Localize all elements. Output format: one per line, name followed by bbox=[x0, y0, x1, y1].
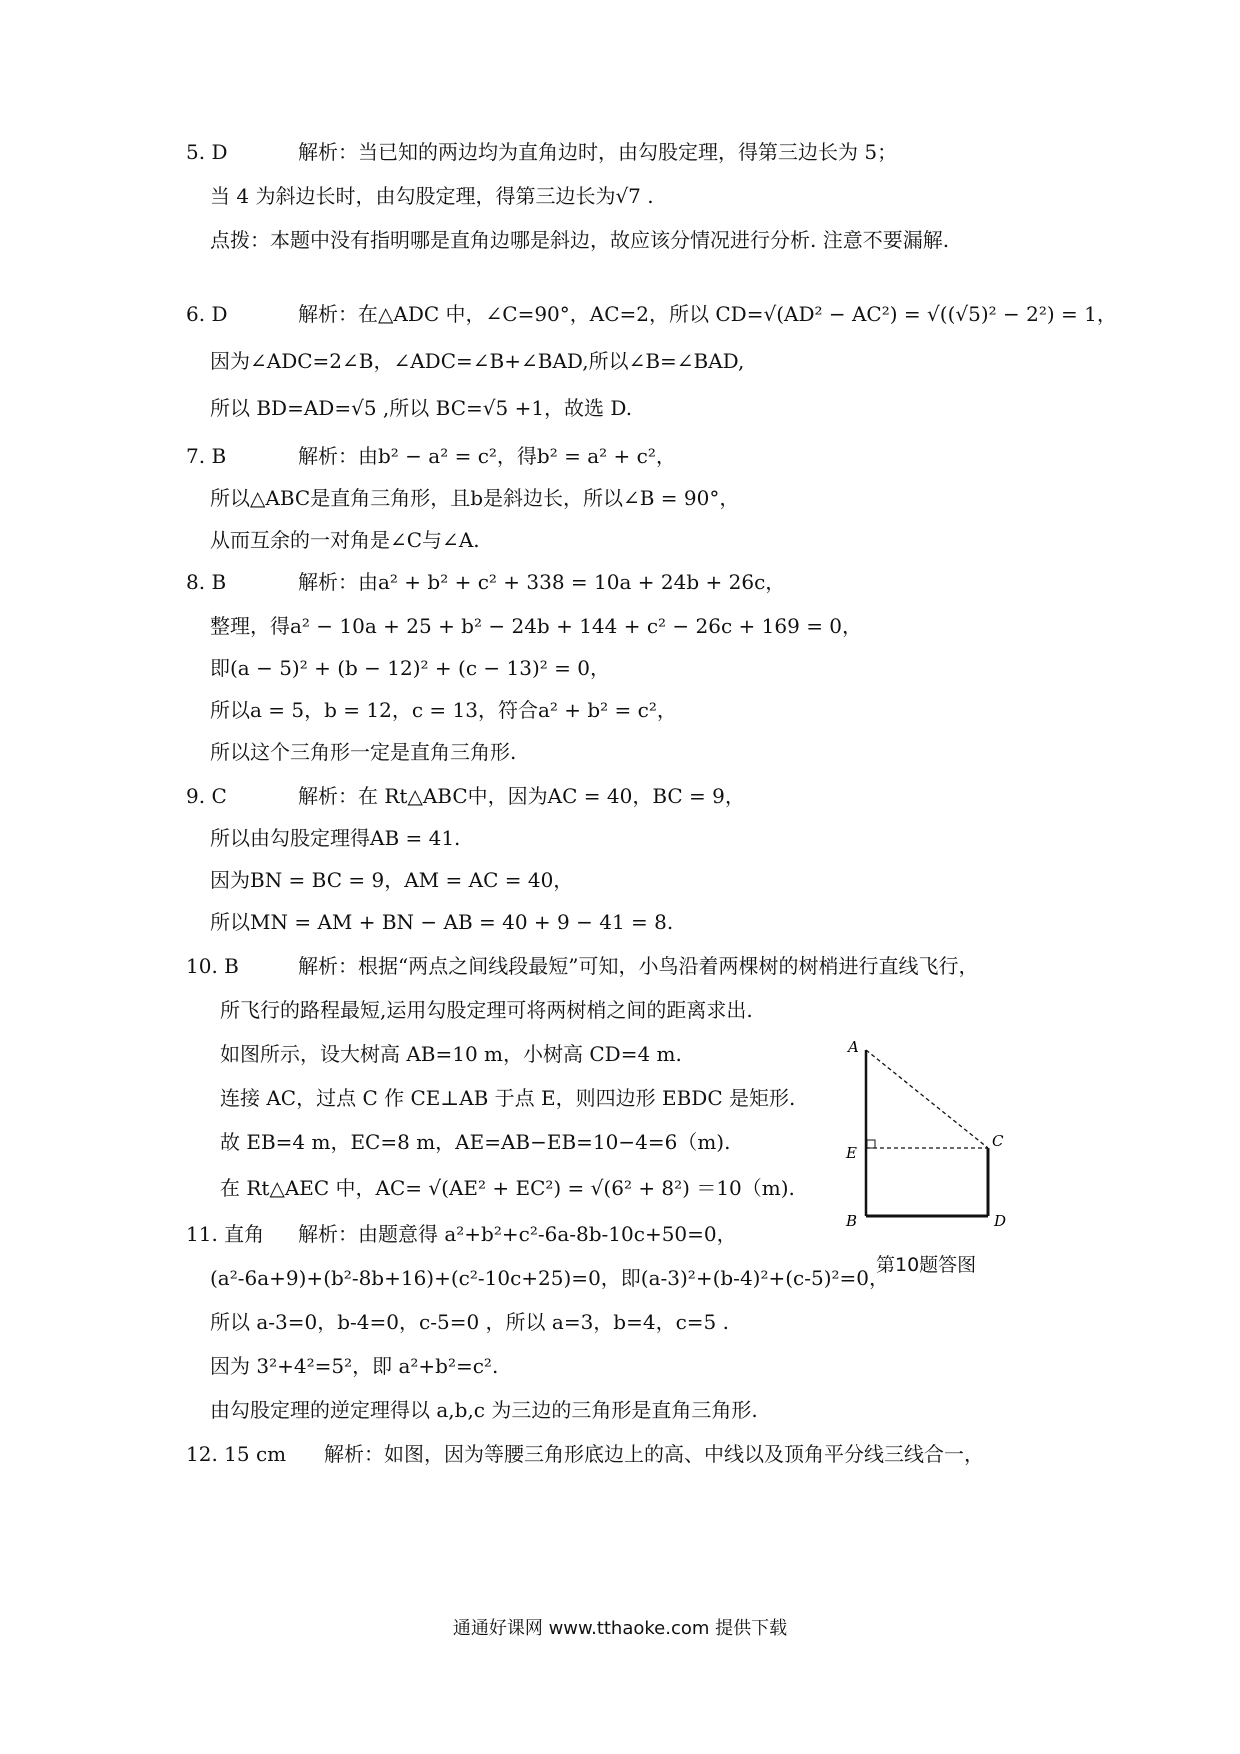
answer-line bbox=[210, 654, 610, 682]
answer-line bbox=[220, 1040, 682, 1068]
answer-line bbox=[210, 738, 516, 766]
answer-text: 所以a = 5，b = 12，c = 13，符合a² + b² = c²， bbox=[210, 698, 677, 722]
answer-text: 由勾股定理的逆定理得以 a,b,c 为三边的三角形是直角三角形. bbox=[210, 1398, 758, 1422]
answer-line bbox=[210, 696, 677, 724]
answer-line-12 bbox=[186, 1440, 984, 1468]
tree-diagram bbox=[836, 1036, 1026, 1236]
answer-number: 6. D bbox=[186, 302, 228, 326]
label-c: C bbox=[992, 1132, 1004, 1150]
answer-line-11 bbox=[186, 1220, 737, 1248]
answer-number: 7. B bbox=[186, 444, 227, 468]
answer-text: 解析：在 Rt△ABC中，因为AC = 40，BC = 9， bbox=[298, 784, 745, 808]
answer-text: 所以MN = AM + BN − AB = 40 + 9 − 41 = 8. bbox=[210, 910, 674, 934]
answer-line-6 bbox=[186, 300, 1117, 328]
answer-text: 因为BN = BC = 9，AM = AC = 40， bbox=[210, 868, 574, 892]
answer-line-8 bbox=[186, 568, 785, 596]
label-a: A bbox=[848, 1038, 859, 1056]
answer-line bbox=[210, 394, 632, 422]
answer-text: 解析：由a² + b² + c² + 338 = 10a + 24b + 26c， bbox=[298, 570, 786, 594]
answer-line bbox=[210, 908, 673, 936]
answer-number: 12. 15 cm bbox=[186, 1442, 287, 1466]
answer-text: 从而互余的一对角是∠C与∠A. bbox=[210, 528, 480, 552]
answer-number: 9. C bbox=[186, 784, 227, 808]
right-angle-mark bbox=[867, 1140, 875, 1148]
answer-text: 如图所示，设大树高 AB=10 m，小树高 CD=4 m. bbox=[220, 1042, 682, 1066]
answer-text: 点拨：本题中没有指明哪是直角边哪是斜边，故应该分情况进行分析. 注意不要漏解. bbox=[210, 228, 950, 252]
answer-line bbox=[210, 484, 739, 512]
dashed-ac-line bbox=[866, 1050, 988, 1148]
answer-line bbox=[210, 824, 460, 852]
answer-text: 因为∠ADC=2∠B，∠ADC=∠B+∠BAD,所以∠B=∠BAD, bbox=[210, 349, 745, 373]
answer-line bbox=[210, 1264, 889, 1292]
tree-figure bbox=[836, 1036, 1026, 1241]
answer-text: 解析：根据“两点之间线段最短”可知，小鸟沿着两棵树的树梢进行直线飞行， bbox=[298, 954, 979, 978]
answer-text: 所以 BD=AD=√5 ,所以 BC=√5 +1，故选 D. bbox=[210, 396, 633, 420]
label-d: D bbox=[994, 1212, 1007, 1230]
answer-text: 连接 AC，过点 C 作 CE⊥AB 于点 E，则四边形 EBDC 是矩形. bbox=[220, 1086, 796, 1110]
answer-line-9 bbox=[186, 782, 745, 810]
answer-line-7 bbox=[186, 442, 676, 470]
answer-text: 所以△ABC是直角三角形，且b是斜边长，所以∠B = 90°， bbox=[210, 486, 740, 510]
answer-line-5 bbox=[186, 138, 897, 166]
answer-text: 解析：当已知的两边均为直角边时，由勾股定理，得第三边长为 5； bbox=[298, 140, 898, 164]
answer-text: (a²-6a+9)+(b²-8b+16)+(c²-10c+25)=0，即(a-3)²+(b-4)²+(c-5)²=0， bbox=[210, 1266, 890, 1290]
label-e: E bbox=[846, 1144, 857, 1162]
answer-text: 故 EB=4 m，EC=8 m，AE=AB−EB=10−4=6（m). bbox=[220, 1130, 731, 1154]
answer-line bbox=[210, 226, 949, 254]
answer-line bbox=[210, 866, 573, 894]
answer-text: 因为 3²+4²=5²，即 a²+b²=c². bbox=[210, 1354, 499, 1378]
answer-text: 当 4 为斜边长时，由勾股定理，得第三边长为√7 . bbox=[210, 184, 654, 208]
answer-line bbox=[210, 1396, 758, 1424]
answer-line bbox=[220, 1084, 795, 1112]
answer-line bbox=[210, 1352, 498, 1380]
answer-text: 所以 a-3=0，b-4=0，c-5=0 ，所以 a=3，b=4，c=5 . bbox=[210, 1310, 729, 1334]
answer-line bbox=[220, 996, 753, 1024]
answer-line bbox=[210, 182, 654, 210]
answer-text: 在 Rt△AEC 中，AC= √(AE² + EC²) = √(6² + 8²) ＝10（m). bbox=[220, 1176, 795, 1200]
answer-number: 11. 直角 bbox=[186, 1222, 265, 1246]
answer-number: 5. D bbox=[186, 140, 228, 164]
answer-line-10 bbox=[186, 952, 978, 980]
answer-line bbox=[220, 1174, 795, 1202]
answer-text: 解析：由b² − a² = c²，得b² = a² + c²， bbox=[298, 444, 676, 468]
answer-text: 所以由勾股定理得AB = 41. bbox=[210, 826, 461, 850]
answer-number: 8. B bbox=[186, 570, 227, 594]
answer-line bbox=[210, 526, 480, 554]
answer-text: 即(a − 5)² + (b − 12)² + (c − 13)² = 0， bbox=[210, 656, 610, 680]
label-b: B bbox=[846, 1212, 858, 1230]
answer-text: 解析：在△ADC 中，∠C=90°，AC=2，所以 CD=√(AD² − AC²) = √((√5)² − 2²) = 1， bbox=[298, 302, 1117, 326]
answer-line bbox=[210, 347, 744, 375]
answer-text: 解析：由题意得 a²+b²+c²-6a-8b-10c+50=0， bbox=[298, 1222, 737, 1246]
answer-line bbox=[210, 612, 862, 640]
answer-line bbox=[220, 1128, 730, 1156]
answer-number: 10. B bbox=[186, 954, 239, 978]
answer-text: 所飞行的路程最短,运用勾股定理可将两树梢之间的距离求出. bbox=[220, 998, 753, 1022]
answer-text: 整理，得a² − 10a + 25 + b² − 24b + 144 + c² − 26c + 169 = 0， bbox=[210, 614, 863, 638]
answer-text: 解析：如图，因为等腰三角形底边上的高、中线以及顶角平分线三线合一， bbox=[324, 1442, 984, 1466]
answer-line bbox=[210, 1308, 729, 1336]
answer-text: 所以这个三角形一定是直角三角形. bbox=[210, 740, 517, 764]
page-footer: 通通好课网 www.tthaoke.com 提供下载 bbox=[452, 1618, 788, 1639]
figure-caption: 第10题答图 bbox=[876, 1254, 977, 1276]
